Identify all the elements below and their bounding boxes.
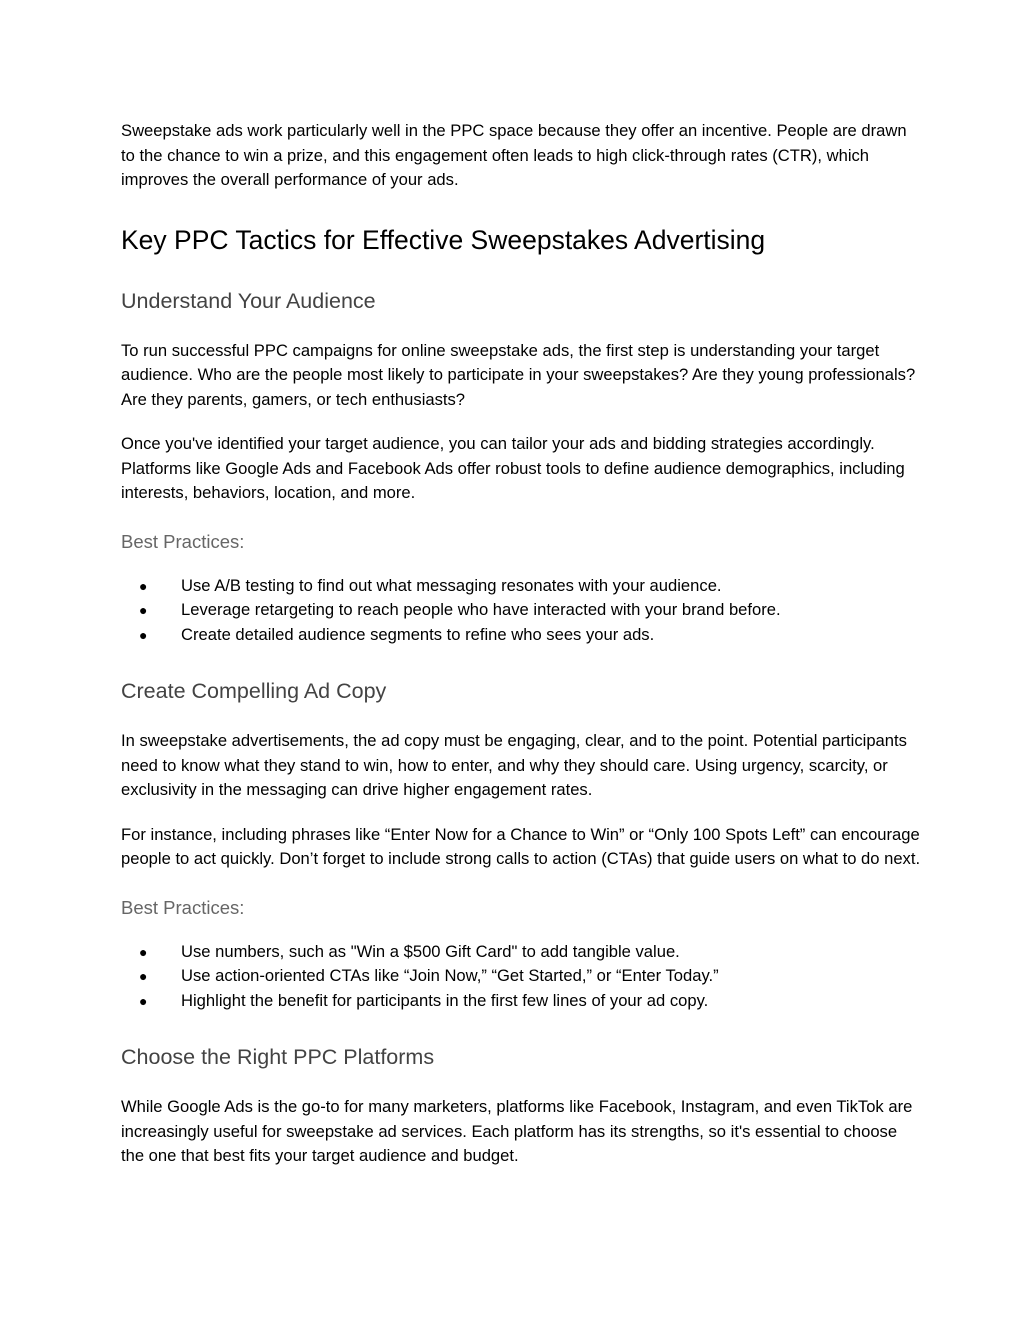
main-heading: Key PPC Tactics for Effective Sweepstakes Advertising (121, 224, 766, 255)
list-item-text: Highlight the benefit for participants in the first few lines of your ad copy. (181, 990, 709, 1010)
list-item (121, 598, 921, 623)
intro-paragraph: Sweepstake ads work particularly well in the PPC space because they offer an incentive. People are drawn to the chance to win a prize, and this engagement often leads to high click-through rates (CTR), which improves the overall performance of your ads. (121, 121, 907, 189)
subheading-best-practices: Best Practices: (121, 530, 245, 552)
bullet-icon: ● (139, 968, 148, 984)
list-item-text: Use A/B testing to find out what messaging resonates with your audience. (181, 575, 722, 595)
paragraph: For instance, including phrases like “Enter Now for a Chance to Win” or “Only 100 Spots Left” can encourage people to act quickly. Don’t forget to include strong calls to action (CTAs) that guide users on what to do next. (121, 824, 921, 868)
bullet-icon: ● (139, 992, 148, 1009)
section-heading-ad-copy: Create Compelling Ad Copy (121, 679, 387, 703)
list-item-text: Use numbers, such as "Win a $500 Gift Card" to add tangible value. (181, 941, 680, 961)
document-page (121, 119, 921, 1169)
section-heading-platforms: Choose the Right PPC Platforms (121, 1045, 435, 1069)
list-item (121, 964, 921, 989)
bullet-list (121, 940, 921, 1014)
paragraph: In sweepstake advertisements, the ad copy must be engaging, clear, and to the point. Potential participants need to know what they stand to win, how to enter, and why they should care. Using urgency, scarcity, or exclusivity in the messaging can drive higher engagement rates. (121, 731, 907, 799)
paragraph: To run successful PPC campaigns for online sweepstake ads, the first step is understanding your target audience. Who are the people most likely to participate in your sweepstakes? Are they young professionals? Are they parents, gamers, or tech enthusiasts? (121, 340, 916, 409)
list-item (121, 989, 921, 1014)
list-item-text: Leverage retargeting to reach people who have interacted with your brand before. (181, 600, 781, 619)
list-item (121, 623, 921, 648)
bullet-list (121, 574, 921, 648)
paragraph: While Google Ads is the go-to for many marketers, platforms like Facebook, Instagram, and even TikTok are increasingly useful for sweepstake ad services. Each platform has its strengths, so it's essential to choose the one that best fits your target audience and budget. (121, 1097, 913, 1165)
bullet-icon: ● (139, 602, 148, 618)
paragraph: Once you've identified your target audience, you can tailor your ads and bidding strategies accordingly. Platforms like Google Ads and Facebook Ads offer robust tools to define audience demographics, including interests, behaviors, location, and more. (121, 434, 905, 502)
bullet-icon: ● (139, 626, 148, 643)
bullet-icon: ● (139, 577, 148, 594)
subheading-best-practices: Best Practices: (121, 896, 245, 918)
section-heading-audience: Understand Your Audience (121, 288, 376, 313)
list-item-text: Create detailed audience segments to refine who sees your ads. (181, 624, 655, 644)
list-item (121, 574, 921, 599)
list-item (121, 940, 921, 965)
bullet-icon: ● (139, 943, 148, 960)
list-item-text: Use action-oriented CTAs like “Join Now,” “Get Started,” or “Enter Today.” (181, 966, 719, 985)
